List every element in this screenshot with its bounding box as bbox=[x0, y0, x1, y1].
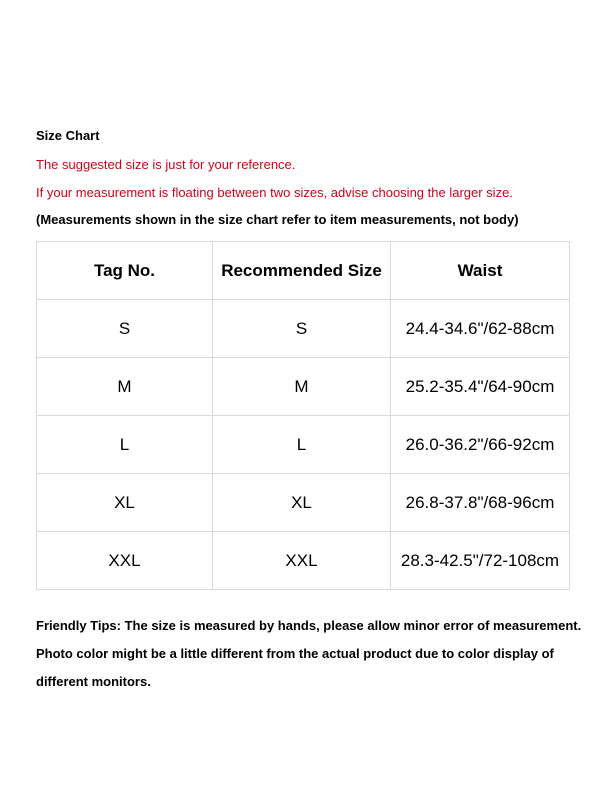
cell-waist: 26.0-36.2"/66-92cm bbox=[391, 416, 570, 474]
measurement-note: (Measurements shown in the size chart refer to item measurements, not body) bbox=[36, 212, 519, 227]
tips-line: different monitors. bbox=[36, 674, 151, 689]
cell-recommended: XXL bbox=[213, 532, 391, 590]
cell-tag: L bbox=[37, 416, 213, 474]
table-header-row bbox=[37, 242, 570, 300]
size-chart-heading: Size Chart bbox=[36, 128, 100, 143]
header-tag-no: Tag No. bbox=[37, 242, 213, 300]
cell-tag: XXL bbox=[37, 532, 213, 590]
tips-line: Photo color might be a little different from the actual product due to color display of bbox=[36, 646, 554, 661]
larger-size-advice: If your measurement is floating between two sizes, advise choosing the larger size. bbox=[36, 185, 513, 200]
table-row bbox=[37, 358, 570, 416]
cell-recommended: S bbox=[213, 300, 391, 358]
cell-tag: S bbox=[37, 300, 213, 358]
table-row bbox=[37, 300, 570, 358]
table-row bbox=[37, 474, 570, 532]
cell-waist: 26.8-37.8"/68-96cm bbox=[391, 474, 570, 532]
table-row bbox=[37, 416, 570, 474]
cell-waist: 24.4-34.6"/62-88cm bbox=[391, 300, 570, 358]
header-waist: Waist bbox=[391, 242, 570, 300]
reference-note: The suggested size is just for your reference. bbox=[36, 157, 296, 172]
cell-waist: 28.3-42.5"/72-108cm bbox=[391, 532, 570, 590]
cell-waist: 25.2-35.4"/64-90cm bbox=[391, 358, 570, 416]
cell-recommended: XL bbox=[213, 474, 391, 532]
cell-recommended: L bbox=[213, 416, 391, 474]
tips-line: Friendly Tips: The size is measured by hands, please allow minor error of measurement. bbox=[36, 618, 582, 633]
size-table bbox=[36, 241, 570, 590]
table-row bbox=[37, 532, 570, 590]
header-recommended-size: Recommended Size bbox=[213, 242, 391, 300]
friendly-tips bbox=[36, 612, 581, 696]
cell-recommended: M bbox=[213, 358, 391, 416]
cell-tag: XL bbox=[37, 474, 213, 532]
cell-tag: M bbox=[37, 358, 213, 416]
